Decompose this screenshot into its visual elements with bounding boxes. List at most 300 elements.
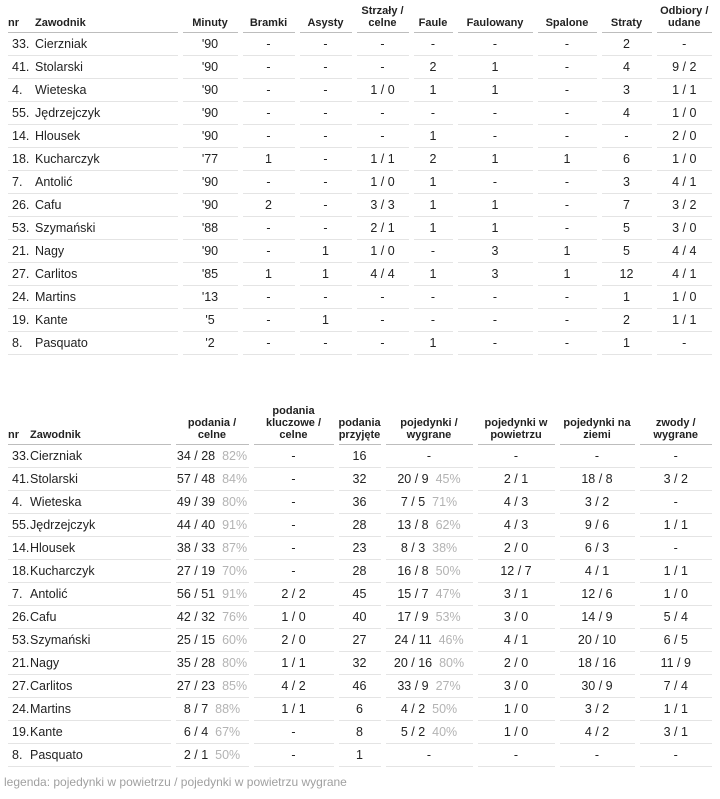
assists-cell: 1 xyxy=(297,263,354,286)
fouled-cell: 1 xyxy=(455,56,535,79)
header-offsides: Spalone xyxy=(535,5,599,33)
duels-cell-percent: 46% xyxy=(438,633,464,647)
fouled-cell: 1 xyxy=(455,194,535,217)
fouls-cell: - xyxy=(411,309,455,332)
fouled-cell: 1 xyxy=(455,148,535,171)
fouls-cell: 1 xyxy=(411,263,455,286)
received-cell: 28 xyxy=(336,560,383,583)
recoveries-cell: - xyxy=(654,332,712,355)
key-passes-cell: - xyxy=(251,560,336,583)
fouled-cell: 3 xyxy=(455,263,535,286)
row-number: 7. xyxy=(8,171,35,194)
offsides-cell: 1 xyxy=(535,148,599,171)
header-dribbles: zwody / wygrane xyxy=(637,405,712,445)
passes-cell xyxy=(173,583,251,606)
row-number: 8. xyxy=(8,332,35,355)
duels-cell-percent: 47% xyxy=(435,587,461,601)
duels-cell xyxy=(383,606,475,629)
player-name: Kante xyxy=(30,721,173,744)
air-duels-cell: - xyxy=(475,744,557,767)
fouls-cell: 1 xyxy=(411,171,455,194)
duels-cell-percent: 40% xyxy=(432,725,458,739)
player-name: Cafu xyxy=(35,194,180,217)
table-row xyxy=(8,56,712,79)
duels-cell-percent: 45% xyxy=(435,472,461,486)
recoveries-cell: 1 / 1 xyxy=(654,79,712,102)
row-number: 4. xyxy=(8,491,30,514)
duels-cell xyxy=(383,468,475,491)
received-cell: 8 xyxy=(336,721,383,744)
row-number: 41. xyxy=(8,468,30,491)
received-cell: 16 xyxy=(336,445,383,468)
losses-cell: 1 xyxy=(599,286,654,309)
player-name: Martins xyxy=(35,286,180,309)
passes-cell-percent: 85% xyxy=(222,679,248,693)
passes-cell-value: 2 / 1 xyxy=(183,748,209,762)
table-row xyxy=(8,148,712,171)
air-duels-cell: 2 / 1 xyxy=(475,468,557,491)
player-name: Nagy xyxy=(35,240,180,263)
row-number: 53. xyxy=(8,629,30,652)
duels-cell-percent: 62% xyxy=(435,518,461,532)
passes-cell xyxy=(173,514,251,537)
goals-cell: 1 xyxy=(240,148,297,171)
shots-cell: - xyxy=(354,56,411,79)
recoveries-cell: 4 / 1 xyxy=(654,171,712,194)
dribbles-cell: - xyxy=(637,445,712,468)
row-number: 33. xyxy=(8,33,35,56)
row-number: 14. xyxy=(8,125,35,148)
passes-cell-percent: 84% xyxy=(222,472,248,486)
dribbles-cell: 6 / 5 xyxy=(637,629,712,652)
duels-cell xyxy=(383,698,475,721)
header-losses: Straty xyxy=(599,5,654,33)
goals-cell: - xyxy=(240,217,297,240)
assists-cell: - xyxy=(297,171,354,194)
losses-cell: - xyxy=(599,125,654,148)
dribbles-cell: 5 / 4 xyxy=(637,606,712,629)
table-row xyxy=(8,652,712,675)
passes-cell-value: 8 / 7 xyxy=(183,702,209,716)
ground-duels-cell: - xyxy=(557,744,637,767)
header-ground-duels: pojedynki na ziemi xyxy=(557,405,637,445)
passes-cell-value: 27 / 23 xyxy=(176,679,216,693)
key-passes-cell: - xyxy=(251,744,336,767)
dribbles-cell: 7 / 4 xyxy=(637,675,712,698)
duels-cell-percent: 50% xyxy=(435,564,461,578)
dribbles-cell: 3 / 1 xyxy=(637,721,712,744)
losses-cell: 4 xyxy=(599,56,654,79)
player-name: Hlousek xyxy=(35,125,180,148)
offsides-cell: 1 xyxy=(535,263,599,286)
row-number: 14. xyxy=(8,537,30,560)
passes-cell xyxy=(173,468,251,491)
minutes-cell: '90 xyxy=(180,194,240,217)
passes-cell-percent: 91% xyxy=(222,587,248,601)
table-row xyxy=(8,125,712,148)
player-name: Antolić xyxy=(35,171,180,194)
received-cell: 46 xyxy=(336,675,383,698)
offsides-cell: - xyxy=(535,102,599,125)
key-passes-cell: 2 / 2 xyxy=(251,583,336,606)
table-row xyxy=(8,514,712,537)
shots-cell: 1 / 0 xyxy=(354,79,411,102)
air-duels-cell: 3 / 1 xyxy=(475,583,557,606)
losses-cell: 6 xyxy=(599,148,654,171)
offsides-cell: - xyxy=(535,194,599,217)
duels-cell-value: 20 / 16 xyxy=(393,656,433,670)
player-name: Nagy xyxy=(30,652,173,675)
table-row xyxy=(8,468,712,491)
table-row xyxy=(8,171,712,194)
dribbles-cell: - xyxy=(637,744,712,767)
passes-cell xyxy=(173,560,251,583)
ground-duels-cell: 18 / 16 xyxy=(557,652,637,675)
recoveries-cell: - xyxy=(654,33,712,56)
player-name: Jędrzejczyk xyxy=(35,102,180,125)
ground-duels-cell: - xyxy=(557,445,637,468)
assists-cell: - xyxy=(297,332,354,355)
header-shots: Strzały / celne xyxy=(354,5,411,33)
assists-cell: - xyxy=(297,286,354,309)
fouled-cell: - xyxy=(455,33,535,56)
shots-cell: - xyxy=(354,309,411,332)
duels-cell-value: 20 / 9 xyxy=(397,472,429,486)
recoveries-cell: 3 / 0 xyxy=(654,217,712,240)
shots-cell: 2 / 1 xyxy=(354,217,411,240)
air-duels-cell: 1 / 0 xyxy=(475,721,557,744)
air-duels-cell: 1 / 0 xyxy=(475,698,557,721)
dribbles-cell: - xyxy=(637,537,712,560)
duels-cell-value: 7 / 5 xyxy=(400,495,426,509)
recoveries-cell: 1 / 0 xyxy=(654,102,712,125)
fouled-cell: 1 xyxy=(455,217,535,240)
minutes-cell: '88 xyxy=(180,217,240,240)
assists-cell: 1 xyxy=(297,240,354,263)
match-stats-table xyxy=(8,5,712,355)
fouls-cell: 2 xyxy=(411,56,455,79)
duels-cell xyxy=(383,560,475,583)
fouled-cell: - xyxy=(455,286,535,309)
player-name: Carlitos xyxy=(30,675,173,698)
shots-cell: - xyxy=(354,125,411,148)
row-number: 55. xyxy=(8,514,30,537)
row-number: 4. xyxy=(8,79,35,102)
assists-cell: 1 xyxy=(297,309,354,332)
ground-duels-cell: 12 / 6 xyxy=(557,583,637,606)
dribbles-cell: 1 / 0 xyxy=(637,583,712,606)
passing-duels-table xyxy=(8,405,712,767)
minutes-cell: '90 xyxy=(180,125,240,148)
minutes-cell: '77 xyxy=(180,148,240,171)
table-row xyxy=(8,491,712,514)
duels-cell-percent: 80% xyxy=(439,656,465,670)
shots-cell: - xyxy=(354,102,411,125)
dribbles-cell: 1 / 1 xyxy=(637,514,712,537)
row-number: 26. xyxy=(8,194,35,217)
header-fouled: Faulowany xyxy=(455,5,535,33)
row-number: 19. xyxy=(8,721,30,744)
header-assists: Asysty xyxy=(297,5,354,33)
key-passes-cell: - xyxy=(251,537,336,560)
goals-cell: - xyxy=(240,125,297,148)
dribbles-cell: 1 / 1 xyxy=(637,698,712,721)
fouls-cell: 1 xyxy=(411,194,455,217)
goals-cell: - xyxy=(240,332,297,355)
minutes-cell: '5 xyxy=(180,309,240,332)
recoveries-cell: 1 / 0 xyxy=(654,286,712,309)
shots-cell: 1 / 1 xyxy=(354,148,411,171)
received-cell: 28 xyxy=(336,514,383,537)
shots-cell: - xyxy=(354,33,411,56)
shots-cell: 1 / 0 xyxy=(354,240,411,263)
ground-duels-cell: 4 / 2 xyxy=(557,721,637,744)
goals-cell: - xyxy=(240,56,297,79)
received-cell: 32 xyxy=(336,652,383,675)
table-row xyxy=(8,217,712,240)
dribbles-cell: - xyxy=(637,491,712,514)
goals-cell: - xyxy=(240,286,297,309)
air-duels-cell: 4 / 3 xyxy=(475,491,557,514)
fouls-cell: 1 xyxy=(411,332,455,355)
fouled-cell: 3 xyxy=(455,240,535,263)
header-nr: nr xyxy=(8,405,30,445)
fouls-cell: - xyxy=(411,102,455,125)
recoveries-cell: 2 / 0 xyxy=(654,125,712,148)
received-cell: 27 xyxy=(336,629,383,652)
table-row xyxy=(8,606,712,629)
losses-cell: 1 xyxy=(599,332,654,355)
fouls-cell: 1 xyxy=(411,125,455,148)
minutes-cell: '90 xyxy=(180,79,240,102)
offsides-cell: - xyxy=(535,79,599,102)
duels-cell-value: - xyxy=(426,449,432,463)
duels-cell-value: 5 / 2 xyxy=(400,725,426,739)
passes-cell-percent: 91% xyxy=(222,518,248,532)
duels-cell-percent: 38% xyxy=(432,541,458,555)
losses-cell: 12 xyxy=(599,263,654,286)
passes-cell-value: 38 / 33 xyxy=(176,541,216,555)
goals-cell: - xyxy=(240,171,297,194)
table-row xyxy=(8,79,712,102)
key-passes-cell: - xyxy=(251,468,336,491)
key-passes-cell: 4 / 2 xyxy=(251,675,336,698)
passes-cell xyxy=(173,675,251,698)
passes-cell-value: 49 / 39 xyxy=(176,495,216,509)
header-air-duels: pojedynki w powietrzu xyxy=(475,405,557,445)
player-name: Wieteska xyxy=(35,79,180,102)
passes-cell-percent: 50% xyxy=(215,748,241,762)
losses-cell: 2 xyxy=(599,309,654,332)
header-fouls: Faule xyxy=(411,5,455,33)
minutes-cell: '90 xyxy=(180,171,240,194)
key-passes-cell: - xyxy=(251,445,336,468)
row-number: 7. xyxy=(8,583,30,606)
goals-cell: 2 xyxy=(240,194,297,217)
air-duels-cell: 2 / 0 xyxy=(475,652,557,675)
offsides-cell: - xyxy=(535,217,599,240)
passes-cell-percent: 60% xyxy=(222,633,248,647)
table-row xyxy=(8,194,712,217)
legend-text: legenda: pojedynki w powietrzu / pojedynki w powietrzu wygrane xyxy=(4,775,347,789)
table-row xyxy=(8,583,712,606)
duels-cell-value: 17 / 9 xyxy=(397,610,429,624)
passes-cell xyxy=(173,629,251,652)
player-name: Antolić xyxy=(30,583,173,606)
header-key-passes: podania kluczowe / celne xyxy=(251,405,336,445)
passes-cell-value: 42 / 32 xyxy=(176,610,216,624)
air-duels-cell: 12 / 7 xyxy=(475,560,557,583)
fouls-cell: - xyxy=(411,286,455,309)
player-name: Pasquato xyxy=(35,332,180,355)
key-passes-cell: - xyxy=(251,721,336,744)
player-name: Wieteska xyxy=(30,491,173,514)
passes-cell-value: 27 / 19 xyxy=(176,564,216,578)
player-name: Cafu xyxy=(30,606,173,629)
row-number: 41. xyxy=(8,56,35,79)
duels-cell xyxy=(383,675,475,698)
offsides-cell: 1 xyxy=(535,240,599,263)
minutes-cell: '13 xyxy=(180,286,240,309)
ground-duels-cell: 6 / 3 xyxy=(557,537,637,560)
passes-cell xyxy=(173,537,251,560)
row-number: 33. xyxy=(8,445,30,468)
key-passes-cell: - xyxy=(251,514,336,537)
table-body xyxy=(8,445,712,767)
minutes-cell: '85 xyxy=(180,263,240,286)
shots-cell: - xyxy=(354,332,411,355)
row-number: 27. xyxy=(8,675,30,698)
header-minutes: Minuty xyxy=(180,5,240,33)
goals-cell: - xyxy=(240,309,297,332)
table-row xyxy=(8,675,712,698)
duels-cell-value: 13 / 8 xyxy=(397,518,429,532)
fouls-cell: 2 xyxy=(411,148,455,171)
row-number: 24. xyxy=(8,698,30,721)
dribbles-cell: 3 / 2 xyxy=(637,468,712,491)
duels-cell-value: 8 / 3 xyxy=(400,541,426,555)
player-name: Pasquato xyxy=(30,744,173,767)
minutes-cell: '90 xyxy=(180,33,240,56)
minutes-cell: '2 xyxy=(180,332,240,355)
header-passes: podania / celne xyxy=(173,405,251,445)
recoveries-cell: 4 / 4 xyxy=(654,240,712,263)
duels-cell xyxy=(383,445,475,468)
ground-duels-cell: 20 / 10 xyxy=(557,629,637,652)
dribbles-cell: 11 / 9 xyxy=(637,652,712,675)
table-row xyxy=(8,309,712,332)
row-number: 18. xyxy=(8,560,30,583)
losses-cell: 5 xyxy=(599,217,654,240)
fouls-cell: - xyxy=(411,33,455,56)
table-row xyxy=(8,102,712,125)
table-row xyxy=(8,698,712,721)
received-cell: 32 xyxy=(336,468,383,491)
header-player: Zawodnik xyxy=(30,405,173,445)
table-row xyxy=(8,445,712,468)
air-duels-cell: 4 / 3 xyxy=(475,514,557,537)
received-cell: 6 xyxy=(336,698,383,721)
recoveries-cell: 1 / 0 xyxy=(654,148,712,171)
air-duels-cell: - xyxy=(475,445,557,468)
player-name: Kante xyxy=(35,309,180,332)
player-name: Kucharczyk xyxy=(30,560,173,583)
shots-cell: - xyxy=(354,286,411,309)
duels-cell xyxy=(383,721,475,744)
assists-cell: - xyxy=(297,217,354,240)
minutes-cell: '90 xyxy=(180,240,240,263)
table-body xyxy=(8,33,712,355)
row-number: 26. xyxy=(8,606,30,629)
fouled-cell: - xyxy=(455,102,535,125)
passes-cell xyxy=(173,606,251,629)
recoveries-cell: 1 / 1 xyxy=(654,309,712,332)
ground-duels-cell: 3 / 2 xyxy=(557,491,637,514)
offsides-cell: - xyxy=(535,125,599,148)
assists-cell: - xyxy=(297,148,354,171)
losses-cell: 3 xyxy=(599,79,654,102)
passes-cell-value: 6 / 4 xyxy=(183,725,209,739)
duels-cell-percent: 53% xyxy=(435,610,461,624)
player-name: Szymański xyxy=(35,217,180,240)
received-cell: 1 xyxy=(336,744,383,767)
duels-cell xyxy=(383,744,475,767)
duels-cell-value: 16 / 8 xyxy=(397,564,429,578)
passes-cell-percent: 67% xyxy=(215,725,241,739)
losses-cell: 7 xyxy=(599,194,654,217)
ground-duels-cell: 4 / 1 xyxy=(557,560,637,583)
assists-cell: - xyxy=(297,79,354,102)
received-cell: 23 xyxy=(336,537,383,560)
duels-cell-value: - xyxy=(426,748,432,762)
row-number: 53. xyxy=(8,217,35,240)
passes-cell xyxy=(173,491,251,514)
offsides-cell: - xyxy=(535,309,599,332)
air-duels-cell: 4 / 1 xyxy=(475,629,557,652)
duels-cell xyxy=(383,491,475,514)
key-passes-cell: 1 / 1 xyxy=(251,698,336,721)
player-name: Carlitos xyxy=(35,263,180,286)
table-row xyxy=(8,286,712,309)
duels-cell-value: 15 / 7 xyxy=(397,587,429,601)
player-name: Martins xyxy=(30,698,173,721)
table-row xyxy=(8,332,712,355)
goals-cell: - xyxy=(240,102,297,125)
passes-cell-value: 34 / 28 xyxy=(176,449,216,463)
table-row xyxy=(8,33,712,56)
goals-cell: - xyxy=(240,240,297,263)
header-received: podania przyjęte xyxy=(336,405,383,445)
assists-cell: - xyxy=(297,102,354,125)
minutes-cell: '90 xyxy=(180,102,240,125)
duels-cell xyxy=(383,514,475,537)
shots-cell: 3 / 3 xyxy=(354,194,411,217)
shots-cell: 1 / 0 xyxy=(354,171,411,194)
losses-cell: 5 xyxy=(599,240,654,263)
key-passes-cell: 2 / 0 xyxy=(251,629,336,652)
air-duels-cell: 3 / 0 xyxy=(475,675,557,698)
header-player: Zawodnik xyxy=(35,5,180,33)
table-row xyxy=(8,263,712,286)
duels-cell-value: 33 / 9 xyxy=(397,679,429,693)
passes-cell-percent: 87% xyxy=(222,541,248,555)
table-row xyxy=(8,629,712,652)
duels-cell xyxy=(383,583,475,606)
fouled-cell: - xyxy=(455,171,535,194)
minutes-cell: '90 xyxy=(180,56,240,79)
table-row xyxy=(8,744,712,767)
passes-cell-value: 56 / 51 xyxy=(176,587,216,601)
